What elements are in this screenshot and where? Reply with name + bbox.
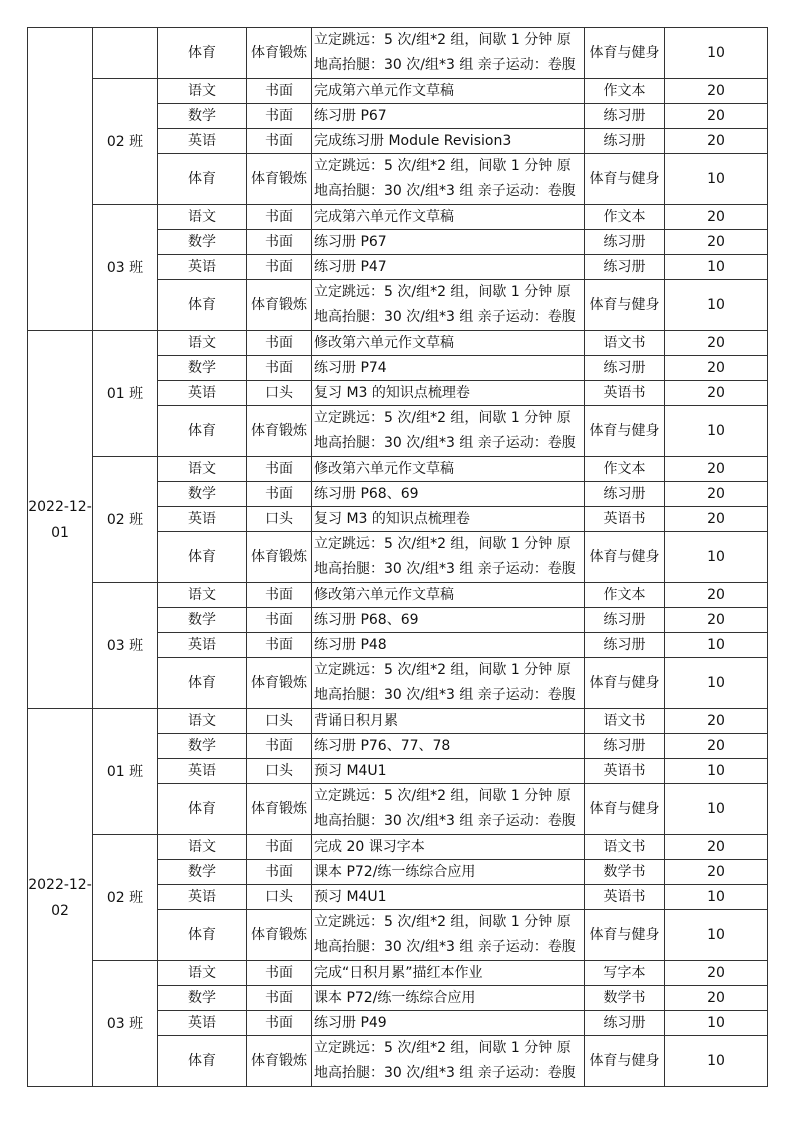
content-line1: 立定跳远：5 次/组*2 组，间歇 1 分钟 原 — [314, 284, 571, 300]
class-cell: 03 班 — [93, 961, 158, 1087]
subject-cell: 体育 — [158, 1036, 247, 1087]
content-cell — [312, 28, 585, 79]
material-cell: 作文本 — [585, 205, 665, 230]
table-row — [28, 331, 768, 356]
content-cell: 完成第六单元作文草稿 — [312, 205, 585, 230]
date-line2: 01 — [51, 524, 69, 541]
material-cell: 语文书 — [585, 331, 665, 356]
minutes-cell: 20 — [665, 986, 768, 1011]
type-cell: 体育锻炼 — [247, 910, 312, 961]
content-cell — [312, 1036, 585, 1087]
subject-cell: 英语 — [158, 129, 247, 154]
material-cell: 练习册 — [585, 230, 665, 255]
material-cell: 英语书 — [585, 885, 665, 910]
content-cell: 完成练习册 Module Revision3 — [312, 129, 585, 154]
class-cell: 01 班 — [93, 709, 158, 835]
type-cell: 书面 — [247, 860, 312, 885]
material-cell: 体育与健身 — [585, 658, 665, 709]
content-line2: 地高抬腿：30 次/组*3 组 亲子运动：卷腹 — [314, 813, 576, 829]
subject-cell: 数学 — [158, 986, 247, 1011]
subject-cell: 英语 — [158, 507, 247, 532]
minutes-cell: 10 — [665, 1036, 768, 1087]
subject-cell: 数学 — [158, 860, 247, 885]
material-cell: 语文书 — [585, 835, 665, 860]
minutes-cell: 20 — [665, 507, 768, 532]
subject-cell: 数学 — [158, 482, 247, 507]
material-cell: 作文本 — [585, 583, 665, 608]
type-cell: 体育锻炼 — [247, 784, 312, 835]
content-line2: 地高抬腿：30 次/组*3 组 亲子运动：卷腹 — [314, 561, 576, 577]
subject-cell: 体育 — [158, 910, 247, 961]
material-cell: 作文本 — [585, 79, 665, 104]
homework-table — [27, 27, 768, 1087]
material-cell: 练习册 — [585, 356, 665, 381]
type-cell: 体育锻炼 — [247, 532, 312, 583]
subject-cell: 数学 — [158, 104, 247, 129]
minutes-cell: 20 — [665, 104, 768, 129]
table-row — [28, 28, 768, 79]
class-cell: 01 班 — [93, 331, 158, 457]
subject-cell: 英语 — [158, 381, 247, 406]
minutes-cell: 20 — [665, 482, 768, 507]
type-cell: 口头 — [247, 381, 312, 406]
material-cell: 英语书 — [585, 507, 665, 532]
material-cell: 体育与健身 — [585, 28, 665, 79]
type-cell: 体育锻炼 — [247, 406, 312, 457]
content-cell — [312, 154, 585, 205]
subject-cell: 体育 — [158, 658, 247, 709]
minutes-cell: 10 — [665, 784, 768, 835]
subject-cell: 英语 — [158, 633, 247, 658]
minutes-cell: 20 — [665, 205, 768, 230]
minutes-cell: 10 — [665, 28, 768, 79]
minutes-cell: 20 — [665, 860, 768, 885]
minutes-cell: 10 — [665, 759, 768, 784]
content-line1: 立定跳远：5 次/组*2 组，间歇 1 分钟 原 — [314, 1040, 571, 1056]
subject-cell: 语文 — [158, 331, 247, 356]
content-line1: 立定跳远：5 次/组*2 组，间歇 1 分钟 原 — [314, 662, 571, 678]
content-cell: 练习册 P67 — [312, 230, 585, 255]
subject-cell: 语文 — [158, 583, 247, 608]
date-line1: 2022-12- — [28, 876, 92, 893]
minutes-cell: 20 — [665, 734, 768, 759]
type-cell: 口头 — [247, 709, 312, 734]
content-cell: 修改第六单元作文草稿 — [312, 331, 585, 356]
content-cell: 练习册 P68、69 — [312, 482, 585, 507]
material-cell: 练习册 — [585, 482, 665, 507]
minutes-cell: 20 — [665, 356, 768, 381]
type-cell: 书面 — [247, 835, 312, 860]
content-cell: 背诵日积月累 — [312, 709, 585, 734]
material-cell: 英语书 — [585, 381, 665, 406]
type-cell: 体育锻炼 — [247, 658, 312, 709]
minutes-cell: 20 — [665, 583, 768, 608]
subject-cell: 英语 — [158, 255, 247, 280]
table-row — [28, 583, 768, 608]
class-cell: 03 班 — [93, 583, 158, 709]
material-cell: 练习册 — [585, 633, 665, 658]
material-cell: 练习册 — [585, 255, 665, 280]
table-row — [28, 709, 768, 734]
table-row — [28, 835, 768, 860]
subject-cell: 英语 — [158, 759, 247, 784]
content-line2: 地高抬腿：30 次/组*3 组 亲子运动：卷腹 — [314, 309, 576, 325]
content-line1: 立定跳远：5 次/组*2 组，间歇 1 分钟 原 — [314, 410, 571, 426]
material-cell: 体育与健身 — [585, 1036, 665, 1087]
type-cell: 口头 — [247, 885, 312, 910]
content-line1: 立定跳远：5 次/组*2 组，间歇 1 分钟 原 — [314, 914, 571, 930]
minutes-cell: 20 — [665, 457, 768, 482]
type-cell: 书面 — [247, 482, 312, 507]
type-cell: 书面 — [247, 356, 312, 381]
table-row — [28, 79, 768, 104]
content-line2: 地高抬腿：30 次/组*3 组 亲子运动：卷腹 — [314, 1065, 576, 1081]
content-line2: 地高抬腿：30 次/组*3 组 亲子运动：卷腹 — [314, 435, 576, 451]
subject-cell: 数学 — [158, 734, 247, 759]
class-cell — [93, 28, 158, 79]
material-cell: 练习册 — [585, 608, 665, 633]
minutes-cell: 10 — [665, 154, 768, 205]
material-cell: 练习册 — [585, 1011, 665, 1036]
material-cell: 体育与健身 — [585, 280, 665, 331]
minutes-cell: 10 — [665, 1011, 768, 1036]
material-cell: 练习册 — [585, 129, 665, 154]
minutes-cell: 10 — [665, 255, 768, 280]
date-line2: 02 — [51, 902, 69, 919]
content-line2: 地高抬腿：30 次/组*3 组 亲子运动：卷腹 — [314, 687, 576, 703]
subject-cell: 体育 — [158, 280, 247, 331]
subject-cell: 体育 — [158, 154, 247, 205]
minutes-cell: 20 — [665, 961, 768, 986]
content-cell: 练习册 P74 — [312, 356, 585, 381]
date-cell — [28, 331, 93, 709]
type-cell: 书面 — [247, 255, 312, 280]
content-cell — [312, 406, 585, 457]
type-cell: 书面 — [247, 457, 312, 482]
type-cell: 体育锻炼 — [247, 280, 312, 331]
minutes-cell: 20 — [665, 709, 768, 734]
minutes-cell: 10 — [665, 658, 768, 709]
class-cell: 02 班 — [93, 79, 158, 205]
content-cell — [312, 532, 585, 583]
minutes-cell: 10 — [665, 633, 768, 658]
content-line2: 地高抬腿：30 次/组*3 组 亲子运动：卷腹 — [314, 939, 576, 955]
minutes-cell: 20 — [665, 835, 768, 860]
material-cell: 写字本 — [585, 961, 665, 986]
type-cell: 书面 — [247, 986, 312, 1011]
material-cell: 练习册 — [585, 734, 665, 759]
table-row — [28, 961, 768, 986]
type-cell: 体育锻炼 — [247, 28, 312, 79]
material-cell: 作文本 — [585, 457, 665, 482]
type-cell: 书面 — [247, 633, 312, 658]
table-row — [28, 205, 768, 230]
content-cell: 复习 M3 的知识点梳理卷 — [312, 507, 585, 532]
type-cell: 书面 — [247, 79, 312, 104]
content-cell: 完成第六单元作文草稿 — [312, 79, 585, 104]
subject-cell: 数学 — [158, 230, 247, 255]
content-cell: 练习册 P47 — [312, 255, 585, 280]
content-cell: 预习 M4U1 — [312, 885, 585, 910]
content-cell: 练习册 P67 — [312, 104, 585, 129]
minutes-cell: 10 — [665, 910, 768, 961]
minutes-cell: 20 — [665, 381, 768, 406]
type-cell: 口头 — [247, 507, 312, 532]
material-cell: 体育与健身 — [585, 910, 665, 961]
subject-cell: 数学 — [158, 608, 247, 633]
type-cell: 书面 — [247, 734, 312, 759]
type-cell: 书面 — [247, 583, 312, 608]
subject-cell: 语文 — [158, 961, 247, 986]
minutes-cell: 20 — [665, 608, 768, 633]
type-cell: 书面 — [247, 331, 312, 356]
minutes-cell: 10 — [665, 532, 768, 583]
type-cell: 体育锻炼 — [247, 1036, 312, 1087]
type-cell: 书面 — [247, 205, 312, 230]
content-cell: 练习册 P68、69 — [312, 608, 585, 633]
content-cell: 完成 20 课习字本 — [312, 835, 585, 860]
homework-table-body — [28, 28, 768, 1087]
subject-cell: 语文 — [158, 457, 247, 482]
minutes-cell: 20 — [665, 129, 768, 154]
class-cell: 02 班 — [93, 457, 158, 583]
date-line1: 2022-12- — [28, 498, 92, 515]
minutes-cell: 20 — [665, 230, 768, 255]
subject-cell: 数学 — [158, 356, 247, 381]
subject-cell: 体育 — [158, 28, 247, 79]
type-cell: 书面 — [247, 608, 312, 633]
content-cell — [312, 658, 585, 709]
material-cell: 数学书 — [585, 860, 665, 885]
content-line1: 立定跳远：5 次/组*2 组，间歇 1 分钟 原 — [314, 788, 571, 804]
content-cell — [312, 910, 585, 961]
subject-cell: 英语 — [158, 885, 247, 910]
content-cell: 复习 M3 的知识点梳理卷 — [312, 381, 585, 406]
content-cell: 修改第六单元作文草稿 — [312, 457, 585, 482]
content-cell: 完成“日积月累”描红本作业 — [312, 961, 585, 986]
content-cell: 练习册 P76、77、78 — [312, 734, 585, 759]
material-cell: 语文书 — [585, 709, 665, 734]
content-cell — [312, 784, 585, 835]
date-cell — [28, 709, 93, 1087]
content-line2: 地高抬腿：30 次/组*3 组 亲子运动：卷腹 — [314, 57, 576, 73]
minutes-cell: 10 — [665, 885, 768, 910]
content-cell: 练习册 P48 — [312, 633, 585, 658]
type-cell: 书面 — [247, 230, 312, 255]
type-cell: 书面 — [247, 961, 312, 986]
content-cell: 课本 P72/练一练综合应用 — [312, 986, 585, 1011]
type-cell: 书面 — [247, 129, 312, 154]
content-cell — [312, 280, 585, 331]
content-cell: 课本 P72/练一练综合应用 — [312, 860, 585, 885]
subject-cell: 语文 — [158, 709, 247, 734]
subject-cell: 体育 — [158, 406, 247, 457]
material-cell: 英语书 — [585, 759, 665, 784]
type-cell: 书面 — [247, 1011, 312, 1036]
material-cell: 体育与健身 — [585, 406, 665, 457]
minutes-cell: 10 — [665, 406, 768, 457]
material-cell: 体育与健身 — [585, 784, 665, 835]
content-line1: 立定跳远：5 次/组*2 组，间歇 1 分钟 原 — [314, 536, 571, 552]
content-cell: 练习册 P49 — [312, 1011, 585, 1036]
subject-cell: 语文 — [158, 835, 247, 860]
material-cell: 数学书 — [585, 986, 665, 1011]
minutes-cell: 10 — [665, 280, 768, 331]
content-cell: 预习 M4U1 — [312, 759, 585, 784]
material-cell: 体育与健身 — [585, 532, 665, 583]
content-line1: 立定跳远：5 次/组*2 组，间歇 1 分钟 原 — [314, 32, 571, 48]
minutes-cell: 20 — [665, 331, 768, 356]
subject-cell: 英语 — [158, 1011, 247, 1036]
table-row — [28, 457, 768, 482]
date-cell — [28, 28, 93, 331]
content-line2: 地高抬腿：30 次/组*3 组 亲子运动：卷腹 — [314, 183, 576, 199]
type-cell: 书面 — [247, 104, 312, 129]
content-line1: 立定跳远：5 次/组*2 组，间歇 1 分钟 原 — [314, 158, 571, 174]
minutes-cell: 20 — [665, 79, 768, 104]
class-cell: 02 班 — [93, 835, 158, 961]
material-cell: 体育与健身 — [585, 154, 665, 205]
material-cell: 练习册 — [585, 104, 665, 129]
subject-cell: 体育 — [158, 784, 247, 835]
class-cell: 03 班 — [93, 205, 158, 331]
subject-cell: 语文 — [158, 205, 247, 230]
type-cell: 体育锻炼 — [247, 154, 312, 205]
subject-cell: 语文 — [158, 79, 247, 104]
subject-cell: 体育 — [158, 532, 247, 583]
type-cell: 口头 — [247, 759, 312, 784]
content-cell: 修改第六单元作文草稿 — [312, 583, 585, 608]
